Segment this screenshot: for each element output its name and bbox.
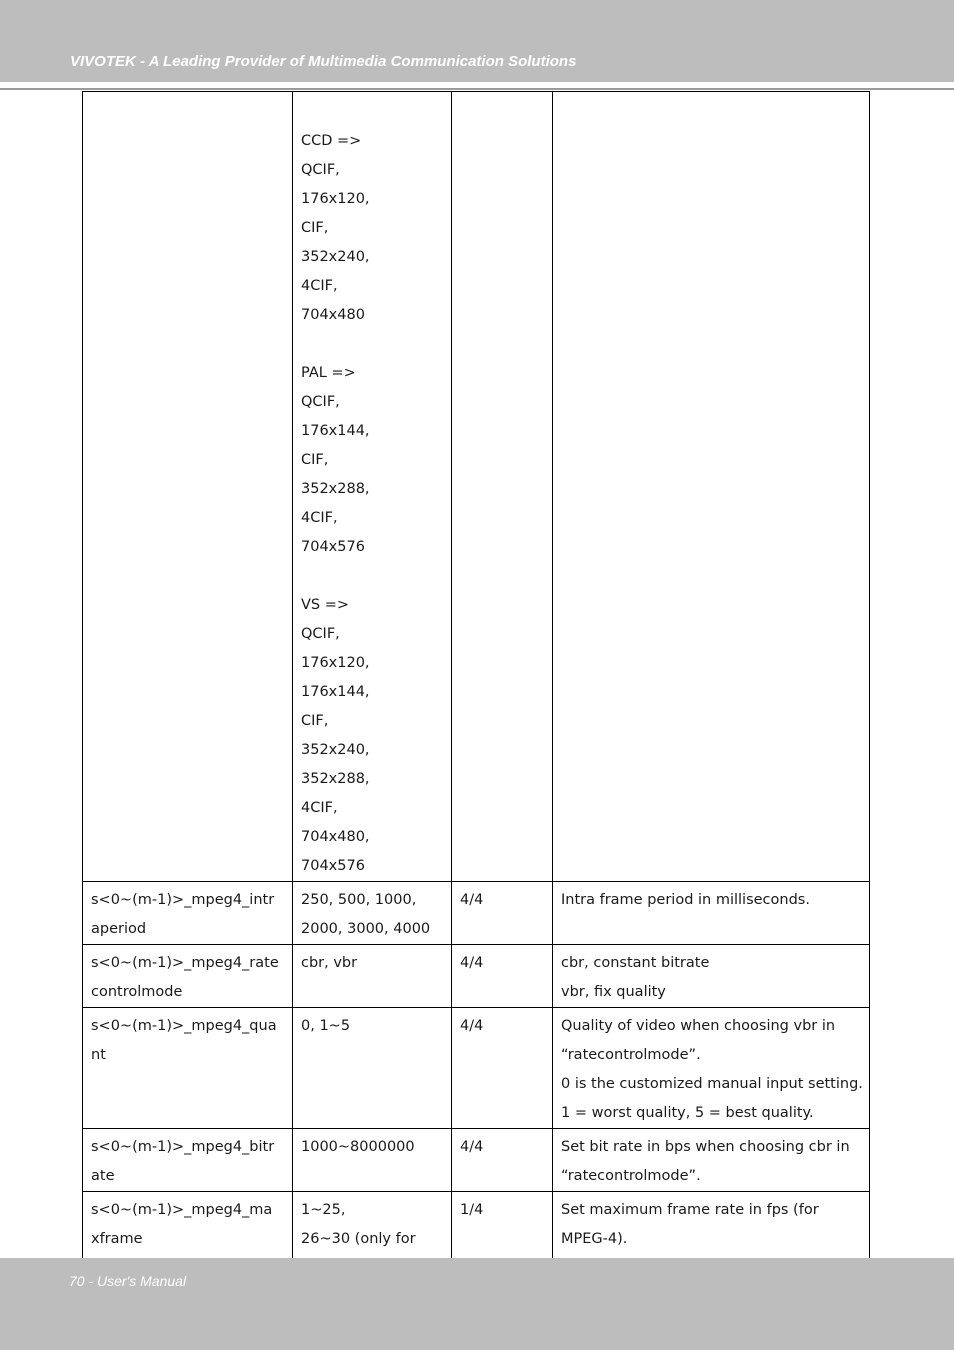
cell-line: s<0~(m-1)>_mpeg4_bitr <box>91 1139 275 1155</box>
cell-line: 0 is the customized manual input setting. <box>561 1076 863 1092</box>
cell-line: xframe <box>91 1231 143 1247</box>
cell-line: Intra frame period in milliseconds. <box>561 892 810 908</box>
cell-line: QCIF, <box>301 162 340 178</box>
page-header <box>0 0 954 82</box>
cell-line: 4CIF, <box>301 800 338 816</box>
security-value: 4/4 <box>460 955 484 971</box>
cell-line: cbr, constant bitrate <box>561 955 710 971</box>
cell-line: QCIF, <box>301 626 340 642</box>
cell-line <box>301 562 443 591</box>
cell-line: QCIF, <box>301 394 340 410</box>
security-value: 4/4 <box>460 1018 484 1034</box>
values-cell <box>293 945 452 1008</box>
parameter-name-cell <box>83 882 293 945</box>
cell-line: s<0~(m-1)>_mpeg4_intr <box>91 892 275 908</box>
cell-line: 26~30 (only for <box>301 1231 416 1247</box>
cell-line: VS => <box>301 597 350 613</box>
cell-line: 352x240, <box>301 742 370 758</box>
parameter-name-cell <box>83 1129 293 1192</box>
security-cell <box>452 882 553 945</box>
cell-line: 352x288, <box>301 481 370 497</box>
cell-line: s<0~(m-1)>_mpeg4_ma <box>91 1202 273 1218</box>
cell-line <box>301 98 443 127</box>
cell-line: cbr, vbr <box>301 955 358 971</box>
page-number: 70 - User's Manual <box>69 1273 187 1289</box>
parameter-name-cell <box>83 945 293 1008</box>
cell-line: PAL => <box>301 365 356 381</box>
cell-line: 704x480 <box>301 307 365 323</box>
page-footer <box>0 1258 954 1350</box>
values-cell <box>293 1129 452 1192</box>
cell-line: 352x240, <box>301 249 370 265</box>
security-value: 4/4 <box>460 892 484 908</box>
description-cell <box>553 92 870 882</box>
header-rule <box>0 88 954 90</box>
cell-line: CIF, <box>301 713 329 729</box>
cell-line: ate <box>91 1168 115 1184</box>
cell-line: CIF, <box>301 452 329 468</box>
cell-line: 1~25, <box>301 1202 346 1218</box>
table-row <box>83 1129 870 1192</box>
description-cell <box>553 945 870 1008</box>
description-cell <box>553 1008 870 1129</box>
cell-line: 176x144, <box>301 684 370 700</box>
table-row <box>83 882 870 945</box>
cell-line: 4CIF, <box>301 278 338 294</box>
cell-line: 4CIF, <box>301 510 338 526</box>
cell-line: 704x576 <box>301 539 365 555</box>
cell-line: Set maximum frame rate in fps (for <box>561 1202 819 1218</box>
security-value: 1/4 <box>460 1202 484 1218</box>
cell-line: 1000~8000000 <box>301 1139 415 1155</box>
cell-line: 704x576 <box>301 858 365 874</box>
cell-line: vbr, fix quality <box>561 984 666 1000</box>
cell-line: “ratecontrolmode”. <box>561 1168 701 1184</box>
cell-line: 2000, 3000, 4000 <box>301 921 431 937</box>
description-cell <box>553 882 870 945</box>
cell-line: 176x120, <box>301 191 370 207</box>
cell-line: 176x120, <box>301 655 370 671</box>
cell-line: CIF, <box>301 220 329 236</box>
values-cell <box>293 92 452 882</box>
cell-line: aperiod <box>91 921 147 937</box>
cell-line: nt <box>91 1047 106 1063</box>
cell-line: 704x480, <box>301 829 370 845</box>
cell-line: 0, 1~5 <box>301 1018 351 1034</box>
name-cell <box>83 92 293 882</box>
security-cell <box>452 1129 553 1192</box>
cell-line: “ratecontrolmode”. <box>561 1047 701 1063</box>
table-row <box>83 92 870 882</box>
security-cell <box>452 945 553 1008</box>
cell-line: controlmode <box>91 984 183 1000</box>
cell-line: MPEG-4). <box>561 1231 628 1247</box>
cell-line: 176x144, <box>301 423 370 439</box>
cell-line: 352x288, <box>301 771 370 787</box>
table-row <box>83 1008 870 1129</box>
parameter-table <box>82 91 870 1284</box>
header-title: VIVOTEK - A Leading Provider of Multimedia Communication Solutions <box>70 53 577 70</box>
table-row <box>83 945 870 1008</box>
description-cell <box>553 1129 870 1192</box>
cell-line: Quality of video when choosing vbr in <box>561 1018 836 1034</box>
cell-line: 250, 500, 1000, <box>301 892 417 908</box>
cell-line: 1 = worst quality, 5 = best quality. <box>561 1105 814 1121</box>
values-cell <box>293 882 452 945</box>
cell-line: Set bit rate in bps when choosing cbr in <box>561 1139 850 1155</box>
security-cell <box>452 92 553 882</box>
cell-line: CCD => <box>301 133 362 149</box>
values-cell <box>293 1008 452 1129</box>
cell-line: s<0~(m-1)>_mpeg4_qua <box>91 1018 277 1034</box>
parameter-name-cell <box>83 1008 293 1129</box>
cell-line: s<0~(m-1)>_mpeg4_rate <box>91 955 279 971</box>
security-value: 4/4 <box>460 1139 484 1155</box>
security-cell <box>452 1008 553 1129</box>
cell-line <box>301 330 443 359</box>
